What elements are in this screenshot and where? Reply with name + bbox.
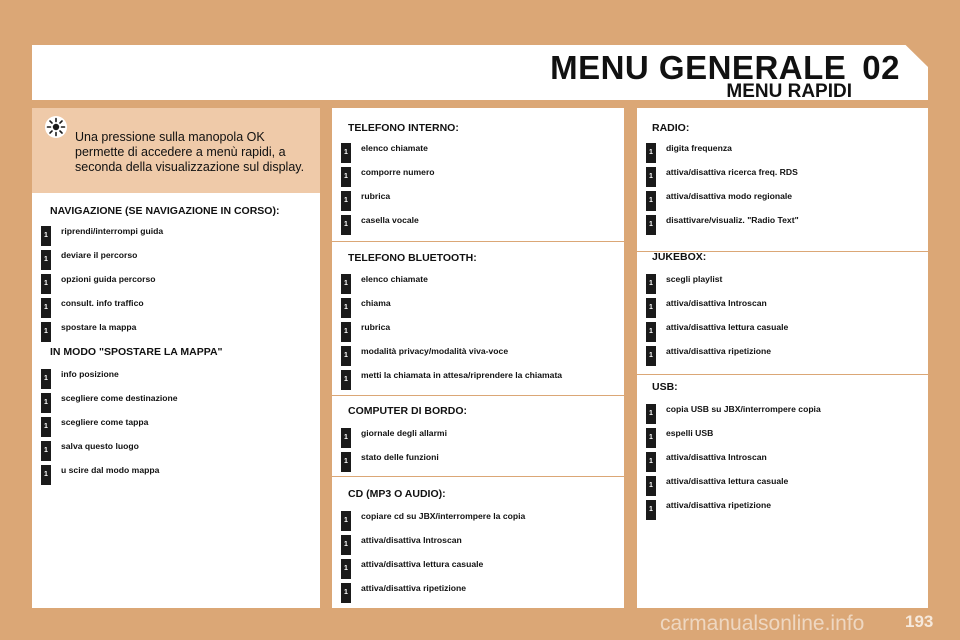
section-title-bluetooth-phone: TELEFONO BLUETOOTH: [348,252,477,264]
item-number-badge: 1 [341,143,351,163]
item-number-badge: 1 [41,274,51,294]
section-title-radio: RADIO: [652,122,690,134]
item-number-badge: 1 [646,143,656,163]
menu-item-cd: attiva/disattiva lettura casuale [361,559,484,569]
item-number-badge: 1 [341,274,351,294]
section-title-trip-computer: COMPUTER DI BORDO: [348,405,467,417]
menu-item-tel_bt: rubrica [361,322,391,332]
menu-item-usb: copia USB su JBX/interrompere copia [666,404,821,414]
menu-item-usb: espelli USB [666,428,714,438]
menu-item-usb: attiva/disattiva ripetizione [666,500,772,510]
item-number-badge: 1 [646,476,656,496]
watermark-text: carmanualsonline.info [660,612,865,635]
item-number-badge: 1 [646,191,656,211]
item-number-badge: 1 [646,298,656,318]
menu-item-tel_int: rubrica [361,191,391,201]
item-number-badge: 1 [341,167,351,187]
menu-item-nav: consult. info traffico [61,298,144,308]
menu-item-tel_bt: chiama [361,298,391,308]
item-number-badge: 1 [41,298,51,318]
section-title-cd: CD (MP3 O AUDIO): [348,488,446,500]
item-number-badge: 1 [341,370,351,390]
menu-item-map: scegliere come tappa [61,417,149,427]
menu-item-map: info posizione [61,369,119,379]
menu-item-cd: attiva/disattiva Introscan [361,535,462,545]
menu-item-jukebox: attiva/disattiva ripetizione [666,346,772,356]
item-number-badge: 1 [41,417,51,437]
panel-right [637,108,928,608]
menu-item-tel_int: casella vocale [361,215,419,225]
page-subtitle: MENU RAPIDI [726,81,852,102]
menu-item-nav: deviare il percorso [61,250,138,260]
item-number-badge: 1 [41,250,51,270]
item-number-badge: 1 [341,535,351,555]
item-number-badge: 1 [41,369,51,389]
title-text: MENU GENERALE [550,49,847,86]
sun-icon [44,115,68,139]
section-title-internal-phone: TELEFONO INTERNO: [348,122,459,134]
menu-item-tel_int: elenco chiamate [361,143,428,153]
item-number-badge: 1 [341,428,351,448]
item-number-badge: 1 [646,500,656,520]
menu-item-radio: digita frequenza [666,143,732,153]
item-number-badge: 1 [646,274,656,294]
item-number-badge: 1 [646,404,656,424]
page-number: 193 [905,612,934,631]
menu-item-tel_int: comporre numero [361,167,435,177]
menu-item-jukebox: scegli playlist [666,274,723,284]
section-title-map-mode: IN MODO "SPOSTARE LA MAPPA" [50,346,223,358]
menu-item-nav: spostare la mappa [61,322,137,332]
item-number-badge: 1 [341,191,351,211]
menu-item-radio: disattivare/visualiz. "Radio Text" [666,215,799,225]
item-number-badge: 1 [341,215,351,235]
item-number-badge: 1 [646,167,656,187]
menu-item-tel_bt: elenco chiamate [361,274,428,284]
menu-item-nav: opzioni guida percorso [61,274,156,284]
item-number-badge: 1 [341,346,351,366]
panel-left [32,108,320,608]
menu-item-jukebox: attiva/disattiva Introscan [666,298,767,308]
menu-item-map: u scire dal modo mappa [61,465,160,475]
item-number-badge: 1 [341,298,351,318]
divider [332,241,624,242]
menu-item-cd: attiva/disattiva ripetizione [361,583,467,593]
item-number-badge: 1 [41,393,51,413]
item-number-badge: 1 [341,452,351,472]
item-number-badge: 1 [41,465,51,485]
menu-item-radio: attiva/disattiva modo regionale [666,191,793,201]
item-number-badge: 1 [646,322,656,342]
menu-item-tel_bt: modalità privacy/modalità viva-voce [361,346,509,356]
divider [332,476,624,477]
section-title-jukebox: JUKEBOX: [652,251,707,263]
item-number-badge: 1 [646,215,656,235]
menu-item-computer: giornale degli allarmi [361,428,447,438]
menu-item-map: scegliere come destinazione [61,393,178,403]
item-number-badge: 1 [646,452,656,472]
menu-item-cd: copiare cd su JBX/interrompere la copia [361,511,526,521]
section-title-navigation: NAVIGAZIONE (SE NAVIGAZIONE IN CORSO): [50,205,280,217]
menu-item-jukebox: attiva/disattiva lettura casuale [666,322,789,332]
menu-item-radio: attiva/disattiva ricerca freq. RDS [666,167,798,177]
section-title-usb: USB: [652,381,678,393]
intro-box [32,108,320,193]
item-number-badge: 1 [41,322,51,342]
menu-item-usb: attiva/disattiva Introscan [666,452,767,462]
item-number-badge: 1 [646,346,656,366]
item-number-badge: 1 [341,511,351,531]
item-number-badge: 1 [41,226,51,246]
menu-item-computer: stato delle funzioni [361,452,439,462]
item-number-badge: 1 [341,583,351,603]
item-number-badge: 1 [341,559,351,579]
divider [332,395,624,396]
item-number-badge: 1 [41,441,51,461]
divider [637,374,928,375]
menu-item-usb: attiva/disattiva lettura casuale [666,476,789,486]
item-number-badge: 1 [341,322,351,342]
menu-item-tel_bt: metti la chiamata in attesa/riprendere la chiamata [361,370,563,380]
chapter-number: 02 [862,49,900,86]
intro-text: Una pressione sulla manopola OK permette di accedere a menù rapidi, a seconda della visualizzazione sul display. [75,130,305,174]
menu-item-map: salva questo luogo [61,441,139,451]
item-number-badge: 1 [646,428,656,448]
menu-item-nav: riprendi/interrompi guida [61,226,164,236]
